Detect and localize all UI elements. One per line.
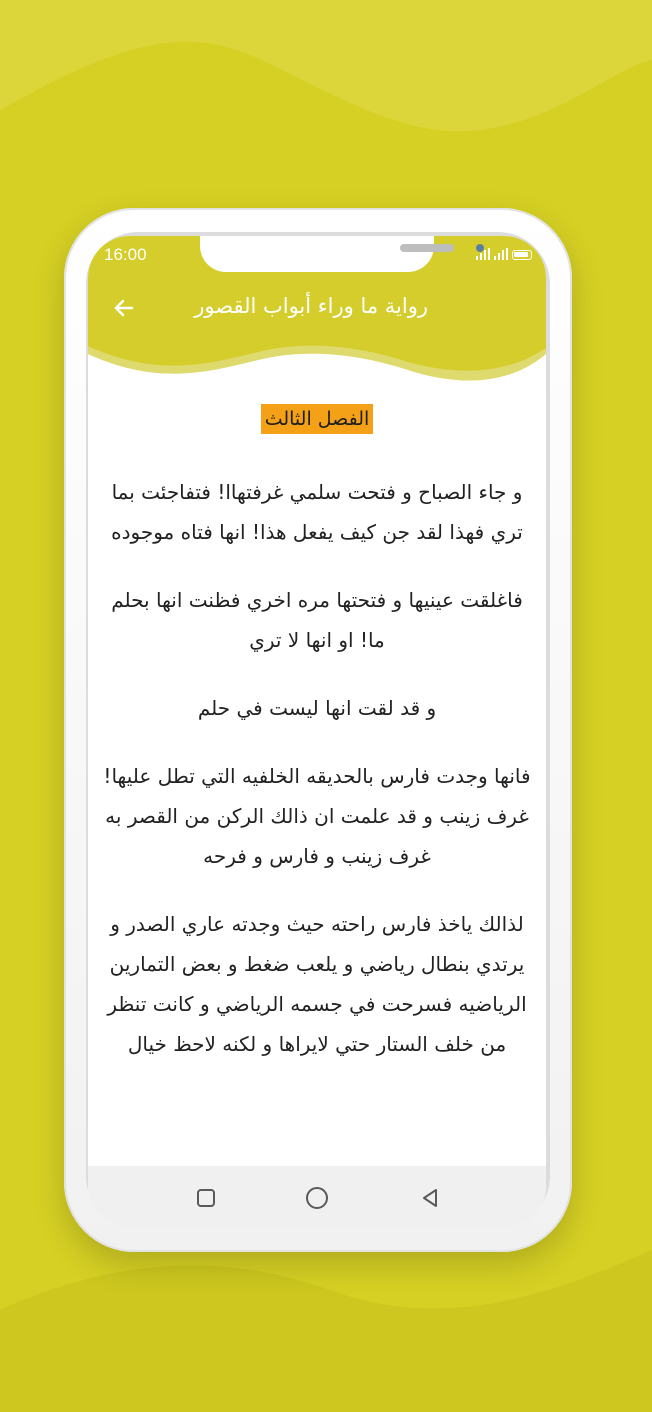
- speaker-grille: [400, 244, 454, 252]
- paragraph: و قد لقت انها ليست في حلم: [197, 696, 437, 720]
- camera-notch: [200, 236, 434, 272]
- status-time: 16:00: [104, 245, 147, 264]
- signal-icon-2: [494, 248, 508, 260]
- paragraph: و جاء الصباح و فتحت سلمي غرفتهاا! فتفاجئت بما تري فهذا لقد جن كيف يفعل هذا! انها فتاه موجوده: [111, 480, 523, 544]
- battery-icon: [512, 250, 532, 260]
- back-triangle-icon: [419, 1187, 441, 1209]
- phone-screen: [88, 236, 546, 1228]
- nav-back-button[interactable]: [416, 1184, 444, 1212]
- back-button[interactable]: [108, 292, 140, 324]
- arrow-back-icon: [112, 296, 136, 320]
- home-circle-icon: [304, 1185, 330, 1211]
- paragraph: لذالك ياخذ فارس راحته حيث وجدته عاري الصدر و يرتدي بنطال رياضي و يلعب ضغط و بعض التمارين الرياضيه فسرحت في جسمه الرياضي و كانت تنظر من خلف الستار حتي لايراها و لكنه لاحظ خيال: [107, 912, 527, 1056]
- chapter-title: الفصل الثالث: [261, 404, 374, 434]
- system-nav-bar: [88, 1166, 546, 1228]
- paragraph: فانها وجدت فارس بالحديقه الخلفيه التي تطل عليها! غرف زينب و قد علمت ان ذالك الركن من القصر به غرف زينب و فارس و فرحه: [103, 764, 531, 868]
- signal-icon: [476, 248, 490, 260]
- recents-button[interactable]: [192, 1184, 220, 1212]
- recents-square-icon: [195, 1187, 217, 1209]
- paragraph: فاغلقت عينيها و فتحتها مره اخري فظنت انها بحلم ما! او انها لا تري: [111, 588, 523, 652]
- app-title: رواية ما وراء أبواب القصور: [194, 294, 428, 318]
- status-icons: [476, 248, 532, 260]
- chapter-content: [88, 404, 546, 1092]
- home-button[interactable]: [303, 1184, 331, 1212]
